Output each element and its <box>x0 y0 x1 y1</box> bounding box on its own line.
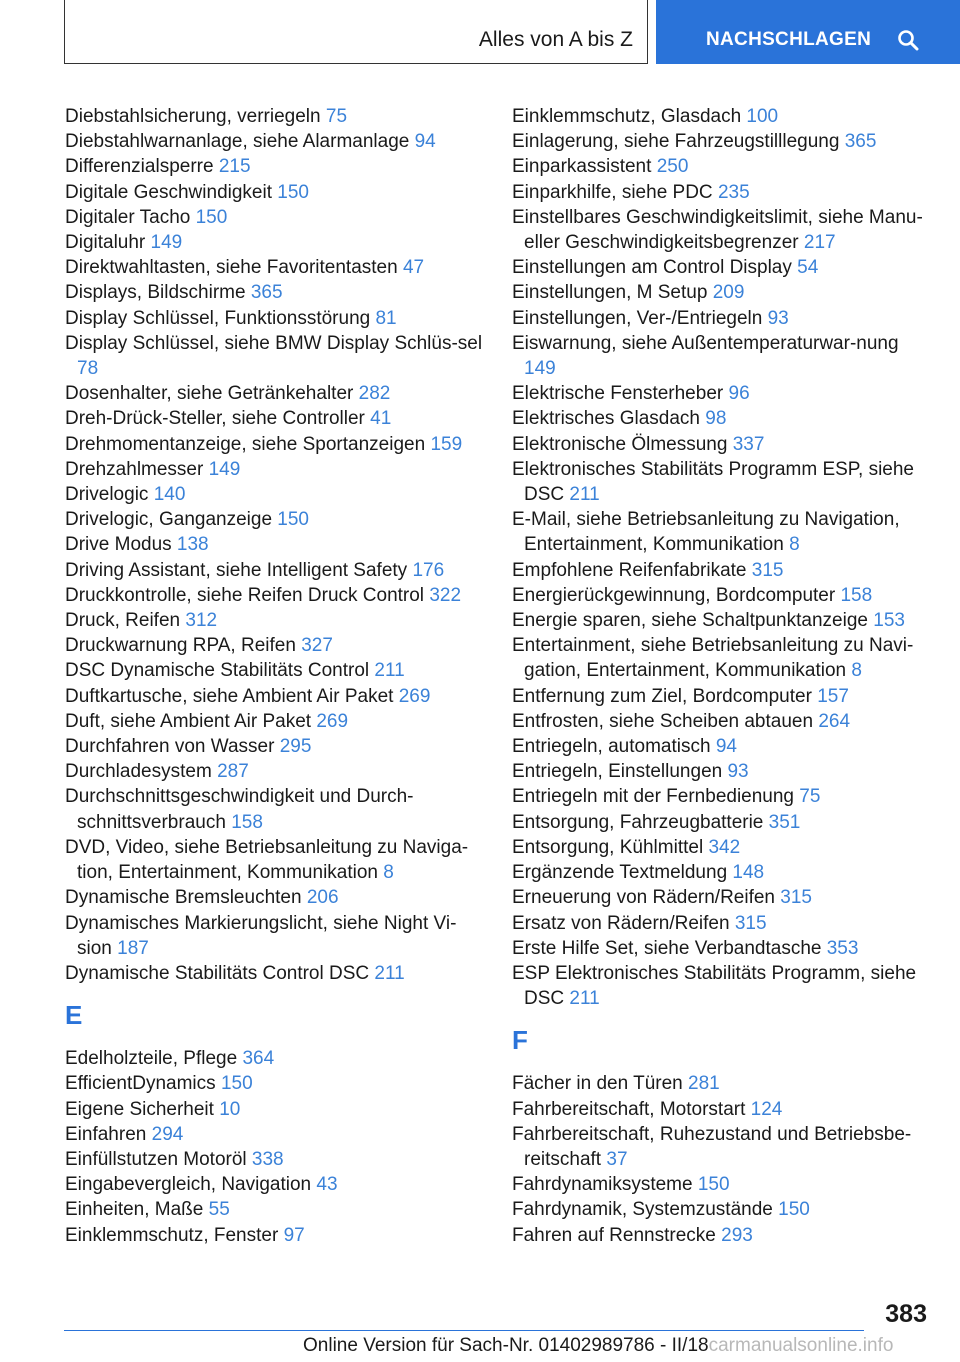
index-entry-term: Erste Hilfe Set, siehe Verbandtasche <box>512 937 827 959</box>
index-entry <box>512 507 932 557</box>
index-entry-page-link[interactable]: 322 <box>429 584 462 606</box>
index-entry-term: Differenzialsperre <box>65 156 219 178</box>
index-entry-page-link[interactable]: 327 <box>301 635 333 657</box>
index-entry-page-link[interactable]: 211 <box>569 988 600 1010</box>
index-entry-page-link[interactable]: 43 <box>316 1174 338 1196</box>
index-entry-page-link[interactable]: 158 <box>840 584 873 606</box>
index-entry-page-link[interactable]: 93 <box>727 761 749 783</box>
index-entry <box>512 784 932 809</box>
index-entry-page-link[interactable]: 159 <box>430 433 463 455</box>
index-entry-term: Fahrdynamiksysteme <box>512 1174 698 1196</box>
index-entry-page-link[interactable]: 149 <box>524 358 556 380</box>
nachschlagen-tab-label: NACHSCHLAGEN <box>706 29 872 50</box>
index-entry <box>65 406 483 431</box>
index-entry-term: Entfernung zum Ziel, Bordcomputer <box>512 685 818 707</box>
index-entry-term: Driving Assistant, siehe Intelligent Safety <box>65 559 413 581</box>
index-entry-page-link[interactable]: 94 <box>715 736 737 758</box>
index-entry-term: Elektrische Fensterheber <box>512 383 729 405</box>
index-entry-page-link[interactable]: 149 <box>150 232 183 254</box>
index-entry <box>65 331 483 381</box>
index-entry <box>512 154 932 179</box>
index-entry-term: Einparkhilfe, siehe PDC <box>512 181 718 203</box>
index-entry-page-link[interactable]: 81 <box>375 307 397 329</box>
index-entry-term: Diebstahlsicherung, verriegeln <box>65 106 326 127</box>
index-entry-page-link[interactable]: 138 <box>176 534 209 556</box>
index-entry-page-link[interactable]: 211 <box>374 962 405 984</box>
index-entry-page-link[interactable]: 365 <box>250 282 283 304</box>
index-entry-page-link[interactable]: 295 <box>279 736 312 758</box>
index-entry-term: Erneuerung von Rädern/Reifen <box>512 887 781 909</box>
index-entry-term: Elektronisches Stabilitäts Programm ESP, siehe DSC <box>512 458 914 506</box>
index-entry-page-link[interactable]: 55 <box>208 1199 230 1221</box>
index-entry-page-link[interactable]: 315 <box>751 559 784 581</box>
index-entry-page-link[interactable]: 269 <box>398 685 431 707</box>
index-entry-page-link[interactable]: 158 <box>231 811 263 833</box>
index-entry-term: Fahrbereitschaft, Ruhezustand und Betriebsbe‐reitschaft <box>512 1123 912 1170</box>
index-entry-page-link[interactable]: 211 <box>569 484 600 506</box>
index-entry-term: Direktwahltasten, siehe Favoritentasten <box>65 257 403 279</box>
index-entry-term: Einstellungen am Control Display <box>512 257 798 279</box>
index-entry-page-link[interactable]: 124 <box>750 1098 783 1120</box>
index-entry <box>65 129 483 154</box>
index-entry-term: Eingabevergleich, Navigation <box>65 1174 317 1196</box>
section-title: Alles von A bis Z <box>478 28 633 51</box>
index-entry-page-link[interactable]: 281 <box>688 1073 720 1095</box>
index-entry-term: Druck, Reifen <box>65 610 186 632</box>
index-entry <box>65 1122 483 1147</box>
index-entry <box>65 1223 483 1248</box>
index-entry <box>512 633 932 683</box>
index-entry-page-link[interactable]: 157 <box>817 685 849 707</box>
index-entry <box>512 810 932 835</box>
index-entry-page-link[interactable]: 94 <box>414 131 436 153</box>
index-entry-term: Durchladesystem <box>65 761 218 783</box>
index-group-e-continued <box>512 104 932 1011</box>
index-entry-page-link[interactable]: 294 <box>151 1123 184 1145</box>
index-entry-page-link[interactable]: 150 <box>195 206 228 228</box>
index-entry <box>65 180 483 205</box>
index-entry <box>512 608 932 633</box>
index-entry-term: Einstellbares Geschwindigkeitslimit, siehe Manu‐eller Geschwindigkeitsbegrenzer <box>512 206 923 254</box>
index-entry-term: Einheiten, Maße <box>65 1199 209 1221</box>
index-entry-term: Drive Modus <box>65 534 177 556</box>
index-entry <box>65 961 483 986</box>
index-entry-term: DVD, Video, siehe Betriebsanleitung zu Naviga‐tion, Entertainment, Kommunikation <box>65 836 469 884</box>
index-entry-term: Digitale Geschwindigkeit <box>65 181 278 203</box>
index-entry-page-link[interactable]: 293 <box>721 1224 753 1246</box>
index-entry-term: Einklemmschutz, Fenster <box>65 1224 284 1246</box>
index-entry-term: Display Schlüssel, Funktionsstörung <box>65 307 376 329</box>
index-entry-page-link[interactable]: 8 <box>851 660 862 682</box>
watermark: carmanualsonline.info <box>708 1335 894 1356</box>
index-entry-page-link[interactable]: 250 <box>656 156 689 178</box>
index-entry-term: Drivelogic, Ganganzeige <box>65 509 278 531</box>
index-entry-page-link[interactable]: 287 <box>217 761 249 783</box>
index-entry-page-link[interactable]: 312 <box>185 610 218 632</box>
index-group-e <box>65 1046 483 1248</box>
index-entry-term: Druckkontrolle, siehe Reifen Druck Control <box>65 584 430 606</box>
index-entry-page-link[interactable]: 176 <box>412 559 445 581</box>
index-entry <box>65 532 483 557</box>
index-entry <box>512 381 932 406</box>
index-entry <box>512 860 932 885</box>
index-entry <box>512 558 932 583</box>
index-entry <box>512 1122 932 1172</box>
index-entry <box>512 759 932 784</box>
index-entry-page-link[interactable]: 54 <box>797 257 819 279</box>
index-entry-term: Einklemmschutz, Glasdach <box>512 106 747 127</box>
index-entry-page-link[interactable]: 149 <box>208 458 241 480</box>
index-entry-term: Fahrbereitschaft, Motorstart <box>512 1098 751 1120</box>
index-entry <box>65 457 483 482</box>
index-entry <box>512 104 932 129</box>
index-entry-term: Drehzahlmesser <box>65 458 209 480</box>
index-entry-term: Eigene Sicherheit <box>65 1098 220 1120</box>
index-entry-page-link[interactable]: 364 <box>242 1048 275 1070</box>
index-entry-page-link[interactable]: 8 <box>789 534 800 556</box>
index-entry-term: Durchfahren von Wasser <box>65 736 280 758</box>
footer-text <box>303 1335 893 1357</box>
index-entry <box>512 684 932 709</box>
index-entry-page-link[interactable]: 140 <box>153 484 186 506</box>
index-letter-e: E <box>65 1000 83 1031</box>
index-entry-page-link[interactable]: 100 <box>746 106 779 127</box>
index-entry <box>65 608 483 633</box>
index-entry <box>512 583 932 608</box>
index-entry-term: Fahrdynamik, Systemzustände <box>512 1199 779 1221</box>
index-group-d <box>65 104 483 986</box>
index-entry <box>512 709 932 734</box>
page-number: 383 <box>885 1300 927 1328</box>
index-entry <box>65 1197 483 1222</box>
index-entry <box>65 658 483 683</box>
index-entry <box>65 1172 483 1197</box>
index-entry <box>512 180 932 205</box>
index-entry-term: Energierückgewinnung, Bordcomputer <box>512 584 841 606</box>
index-entry <box>65 1046 483 1071</box>
index-entry-term: Duftkartusche, siehe Ambient Air Paket <box>65 685 399 707</box>
index-entry-page-link[interactable]: 187 <box>117 937 149 959</box>
index-entry-term: Druckwarnung RPA, Reifen <box>65 635 302 657</box>
index-entry <box>65 1097 483 1122</box>
index-entry-term: Durchschnittsgeschwindigkeit und Durch‐schnittsverbrauch <box>65 786 414 833</box>
index-entry <box>512 1097 932 1122</box>
index-column-right <box>512 104 932 1248</box>
index-entry-page-link[interactable]: 269 <box>316 710 349 732</box>
index-entry-term: DSC Dynamische Stabilitäts Control <box>65 660 375 682</box>
index-entry-page-link[interactable]: 150 <box>697 1174 730 1196</box>
index-letter-f: F <box>512 1025 528 1056</box>
index-entry-page-link[interactable]: 211 <box>374 660 405 682</box>
index-entry <box>512 885 932 910</box>
index-entry-term: Entriegeln, automatisch <box>512 736 716 758</box>
index-entry-term: Einfahren <box>65 1123 152 1145</box>
index-entry-term: Dreh-Drück-Steller, siehe Controller <box>65 408 371 430</box>
index-entry-term: Dynamisches Markierungslicht, siehe Night Vi‐sion <box>65 912 457 959</box>
index-entry <box>65 306 483 331</box>
index-entry <box>512 1071 932 1096</box>
index-entry <box>512 936 932 961</box>
index-entry <box>65 885 483 910</box>
index-entry <box>512 432 932 457</box>
index-entry-page-link[interactable]: 337 <box>732 433 765 455</box>
index-entry-page-link[interactable]: 93 <box>767 307 789 329</box>
index-entry <box>65 684 483 709</box>
index-entry-page-link[interactable]: 315 <box>734 912 767 934</box>
header-section-box <box>64 0 648 64</box>
index-entry-page-link[interactable]: 10 <box>219 1098 241 1120</box>
index-entry-term: ESP Elektronisches Stabilitäts Programm, siehe DSC <box>512 962 917 1010</box>
index-entry-term: Drehmomentanzeige, siehe Sportanzeigen <box>65 433 431 455</box>
index-entry-term: Einstellungen, Ver-/Entriegeln <box>512 307 768 329</box>
index-entry-page-link[interactable]: 78 <box>77 358 99 380</box>
index-entry <box>65 709 483 734</box>
index-entry-page-link[interactable]: 41 <box>370 408 392 430</box>
index-entry-page-link[interactable]: 8 <box>383 862 394 884</box>
index-entry-term: Displays, Bildschirme <box>65 282 251 304</box>
index-entry-term: Digitaler Tacho <box>65 206 196 228</box>
index-entry-term: Diebstahlwarnanlage, siehe Alarmanlage <box>65 131 415 153</box>
index-entry-term: E-Mail, siehe Betriebsanleitung zu Navigation, Entertainment, Kommunikation <box>512 509 900 556</box>
index-entry <box>512 306 932 331</box>
index-entry <box>65 280 483 305</box>
index-entry-page-link[interactable]: 351 <box>768 811 801 833</box>
index-entry-page-link[interactable]: 37 <box>606 1148 628 1170</box>
index-entry <box>65 911 483 961</box>
index-entry <box>512 205 932 255</box>
index-entry <box>65 230 483 255</box>
index-entry-term: Entriegeln, Einstellungen <box>512 761 728 783</box>
index-entry <box>512 835 932 860</box>
index-entry-page-link[interactable]: 150 <box>778 1199 810 1221</box>
index-entry-page-link[interactable]: 47 <box>402 257 425 279</box>
index-entry <box>65 759 483 784</box>
index-entry-term: Energie sparen, siehe Schaltpunktanzeige <box>512 610 874 632</box>
index-entry-term: Entriegeln mit der Fernbedienung <box>512 786 800 808</box>
index-entry-page-link[interactable]: 315 <box>780 887 812 909</box>
nachschlagen-tab[interactable] <box>656 0 960 64</box>
search-icon[interactable] <box>897 29 919 51</box>
index-entry-page-link[interactable]: 96 <box>728 383 750 405</box>
index-entry-term: Edelholzteile, Pflege <box>65 1048 243 1070</box>
index-entry-page-link[interactable]: 264 <box>818 710 851 732</box>
index-entry <box>65 104 483 129</box>
index-entry-term: Drivelogic <box>65 484 154 506</box>
index-entry <box>512 1223 932 1248</box>
index-entry <box>65 381 483 406</box>
index-entry-page-link[interactable]: 235 <box>717 181 750 203</box>
index-entry-page-link[interactable]: 150 <box>277 509 309 531</box>
index-entry-page-link[interactable]: 217 <box>803 232 836 254</box>
index-entry-page-link[interactable]: 75 <box>325 106 348 127</box>
index-entry-term: Dosenhalter, siehe Getränkehalter <box>65 383 359 405</box>
index-group-f <box>512 1071 932 1247</box>
index-entry-page-link[interactable]: 338 <box>251 1148 284 1170</box>
index-entry-page-link[interactable]: 206 <box>306 887 339 909</box>
index-entry-term: EfficientDynamics <box>65 1073 221 1095</box>
index-entry-term: Entsorgung, Kühlmittel <box>512 836 709 858</box>
index-entry <box>65 205 483 230</box>
index-entry-term: Elektrisches Glasdach <box>512 408 706 430</box>
index-entry <box>512 129 932 154</box>
index-entry-page-link[interactable]: 282 <box>358 383 391 405</box>
index-entry-page-link[interactable]: 150 <box>220 1073 253 1095</box>
index-entry-term: Fächer in den Türen <box>512 1073 689 1095</box>
index-entry-term: Empfohlene Reifenfabrikate <box>512 559 752 581</box>
index-entry-term: Einfüllstutzen Motoröl <box>65 1148 252 1170</box>
index-entry-page-link[interactable]: 342 <box>708 836 741 858</box>
index-entry <box>65 1147 483 1172</box>
index-entry-term: Elektronische Ölmessung <box>512 433 733 455</box>
index-entry-term: Digitaluhr <box>65 232 151 254</box>
index-entry-term: Eiswarnung, siehe Außentemperaturwar‐nung <box>512 332 899 354</box>
index-entry-term: Dynamische Stabilitäts Control DSC <box>65 962 375 984</box>
index-entry-page-link[interactable]: 98 <box>705 408 727 430</box>
index-entry-page-link[interactable]: 150 <box>277 181 309 203</box>
index-entry-page-link[interactable]: 97 <box>283 1224 305 1246</box>
index-entry-page-link[interactable]: 209 <box>712 282 745 304</box>
index-entry-page-link[interactable]: 153 <box>873 610 905 632</box>
index-entry <box>65 583 483 608</box>
index-entry-term: Dynamische Bremsleuchten <box>65 887 307 909</box>
index-entry <box>512 911 932 936</box>
index-entry <box>512 961 932 1011</box>
index-entry <box>65 255 483 280</box>
index-entry <box>512 331 932 381</box>
index-entry-term: Fahren auf Rennstrecke <box>512 1224 722 1246</box>
index-entry <box>65 482 483 507</box>
online-version: Online Version für Sach-Nr. 01402989786 - II/18 <box>303 1335 709 1356</box>
index-entry <box>512 1197 932 1222</box>
index-entry <box>65 507 483 532</box>
index-entry-term: Duft, siehe Ambient Air Paket <box>65 710 317 732</box>
index-entry-page-link[interactable]: 365 <box>844 131 877 153</box>
index-entry-page-link[interactable]: 148 <box>732 862 765 884</box>
index-entry <box>512 1172 932 1197</box>
index-entry <box>65 835 483 885</box>
index-entry <box>512 255 932 280</box>
index-entry-page-link[interactable]: 75 <box>799 786 821 808</box>
index-entry <box>65 432 483 457</box>
index-entry <box>65 154 483 179</box>
index-entry <box>512 734 932 759</box>
index-entry <box>65 784 483 834</box>
index-entry-term: Entfrosten, siehe Scheiben abtauen <box>512 710 819 732</box>
index-entry-term: Einlagerung, siehe Fahrzeugstilllegung <box>512 131 845 153</box>
index-entry <box>512 280 932 305</box>
index-entry <box>512 457 932 507</box>
index-entry-page-link[interactable]: 215 <box>218 156 251 178</box>
index-entry <box>65 1071 483 1096</box>
index-entry-term: Einstellungen, M Setup <box>512 282 713 304</box>
index-column-left <box>65 104 483 1248</box>
index-entry-term: Entsorgung, Fahrzeugbatterie <box>512 811 769 833</box>
index-entry <box>65 558 483 583</box>
index-entry-term: Ersatz von Rädern/Reifen <box>512 912 735 934</box>
index-entry-term: Entertainment, siehe Betriebsanleitung zu Navi‐gation, Entertainment, Kommunikation <box>512 635 914 682</box>
index-entry <box>512 406 932 431</box>
index-entry <box>65 633 483 658</box>
index-entry-page-link[interactable]: 353 <box>826 937 859 959</box>
index-entry <box>65 734 483 759</box>
footer-rule <box>64 1330 864 1331</box>
index-entry-term: Einparkassistent <box>512 156 657 178</box>
index-entry-term: Display Schlüssel, siehe BMW Display Schlüs‐sel <box>65 332 483 354</box>
index-entry-term: Ergänzende Textmeldung <box>512 862 733 884</box>
